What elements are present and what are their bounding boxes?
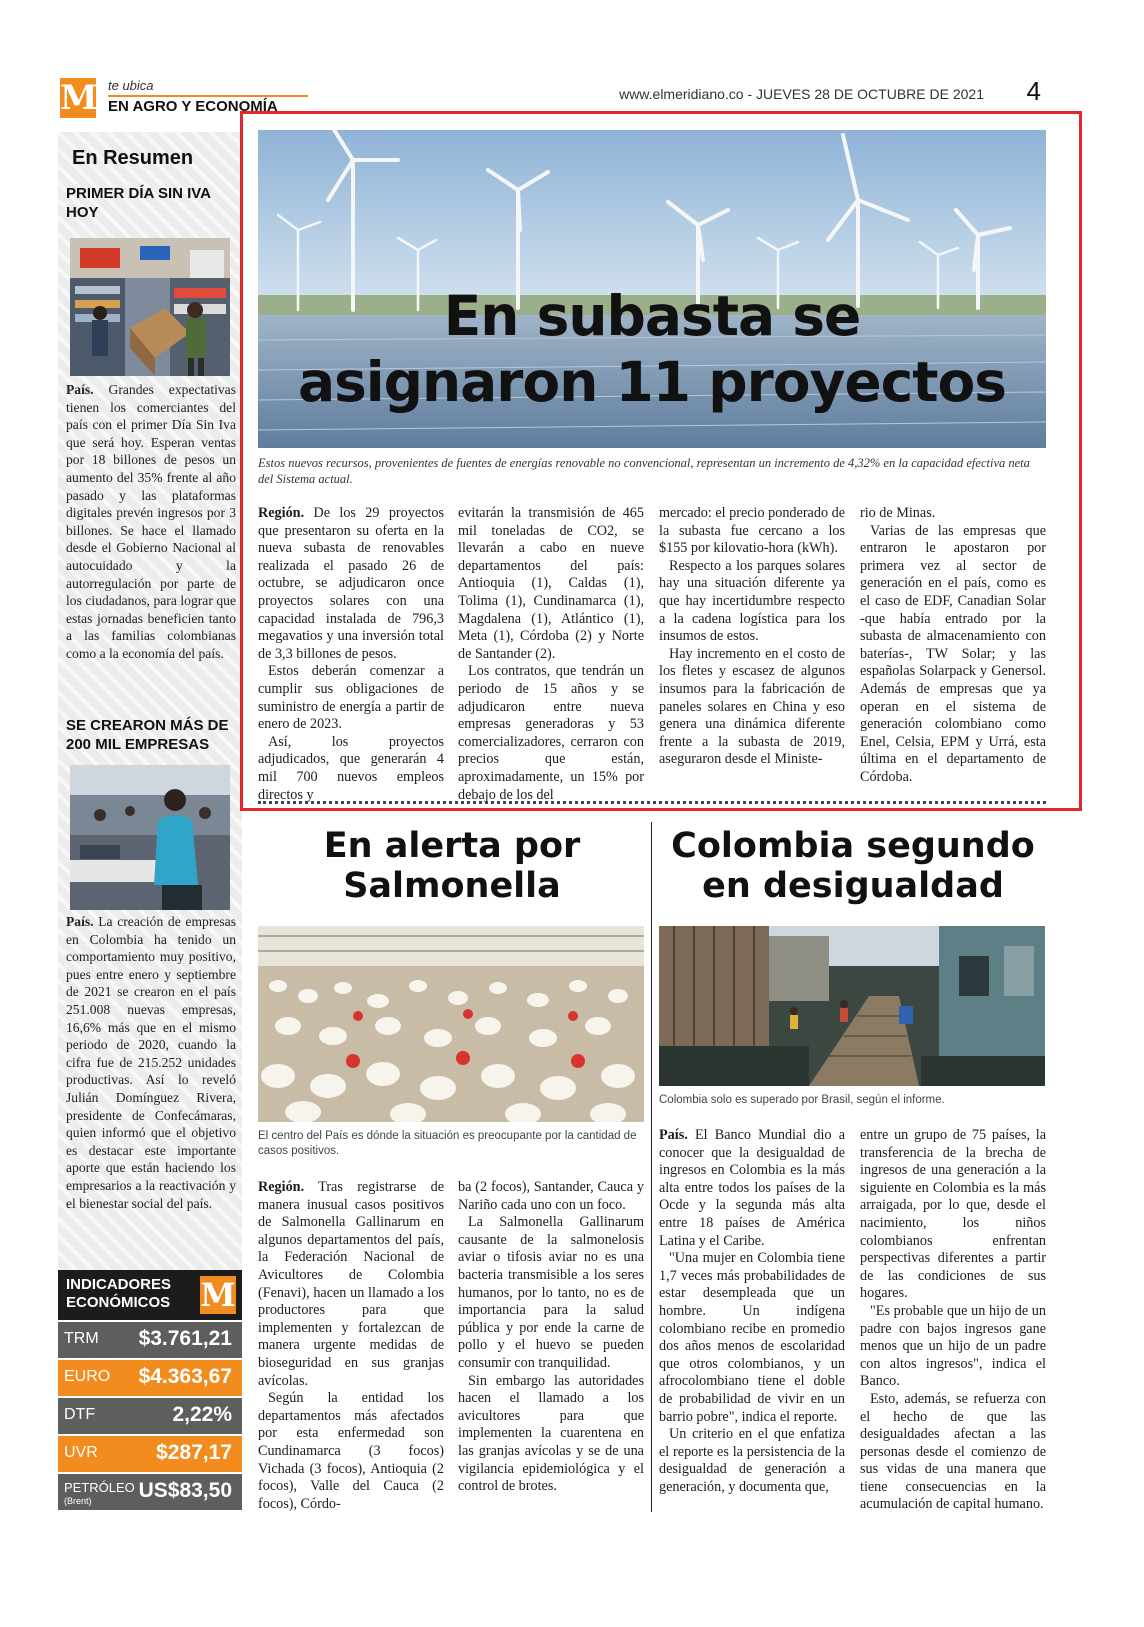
sidebar-item2-lead: País. (66, 914, 94, 929)
indicator-value: $287,17 (156, 1441, 232, 1464)
feature-column-1 (258, 505, 444, 804)
salmonella-col1-p1: Tras registrarse de manera inusual casos positivos de Salmonella Gallinarum en algunos departamentos del país, la Federación Nacional de Avicultores de Colombia (Fenavi), hacen un llamado a los productores para que implementen y fortalezcan de manera urgente medidas de bioseguridad en sus granjas avícolas. (258, 1179, 444, 1389)
inequality-col2-p3: Esto, además, se refuerza con el hecho de que las desigualdades afectan a las personas desde el comienzo de sus vidas de una manera que tiene consecuencias en la acumulación de capital humano. (860, 1390, 1046, 1513)
feature-col2-p1: evitarán la transmisión de 465 mil toneladas de CO2, se llevarán a cabo en nueve departamentos del país: Antioquia (1), Caldas (1), Tolima (1), Cundinamarca (1), Magdalena (1), Atlántico (1), Meta (1), Córdoba (2) y Norte de Santander (2). (458, 505, 644, 662)
indicators-title (66, 1276, 171, 1312)
inequality-col1-p1: El Banco Mundial dio a conocer que la desigualdad de ingresos en Colombia es la más alta entre todos los países de la Ocde y la segunda más alta entre 18 países de América Latina y el Caribe. (659, 1127, 845, 1249)
salmonella-lead: Región. (258, 1179, 305, 1195)
indicator-row-trm (58, 1322, 242, 1358)
site-and-date[interactable]: www.elmeridiano.co - JUEVES 28 DE OCTUBRE DE 2021 (619, 86, 984, 102)
feature-headline (258, 283, 1046, 415)
inequality-headline-line1: Colombia segundo (671, 826, 1035, 866)
salmonella-caption: El centro del País es dónde la situación es preocupante por la cantidad de casos positivos. (258, 1130, 637, 1157)
stilt-houses-photo (659, 926, 1045, 1086)
feature-col4-p2: Varias de las empresas que entraron le apostaron por primera vez al sector de generación en el país, como es el caso de EDF, Canadian Solar -que había entrado por la subasta de almacenamiento con baterías-, TW Solar; y las españolas Solarpack y Genersol. Además de empresas que ya operan en el sistema de generación colombiano como Enel, Celsia, EPM y Urrá, esta última en el departamento de Córdoba. (860, 522, 1046, 785)
salmonella-headline-line1: En alerta por (323, 826, 581, 866)
sidebar-title: En Resumen (72, 147, 194, 169)
indicators-title-line2: ECONÓMICOS (66, 1294, 171, 1311)
indicator-value: US$83,50 (138, 1479, 232, 1502)
inequality-column-1 (659, 1127, 845, 1496)
indicator-sublabel: (Brent) (64, 1496, 92, 1506)
poultry-farm-photo (258, 926, 644, 1122)
indicators-header (58, 1270, 242, 1320)
feature-col1-p2: Estos deberán comenzar a cumplir sus obligaciones de suministro de energía a partir de enero de 2023. (258, 663, 444, 733)
inequality-headline (659, 826, 1047, 906)
inequality-col2-p2: "Es probable que un hijo de un padre con bajos ingresos gane menos que un hijo de un padre con altos ingresos", indica el Banco. (860, 1302, 1046, 1390)
inequality-headline-line2: en desigualdad (702, 866, 1004, 906)
inequality-lead: País. (659, 1127, 688, 1143)
newspaper-logo[interactable]: M (60, 78, 98, 118)
inequality-col1-p2: "Una mujer en Colombia tiene 1,7 veces más probabilidades de estar desempleada que un hombre. Un indígena colombiano recibe en promedio dos años menos de escolaridad que otros colombianos, y un afrocolombiano tiene el doble de probabilidad de vivir en un barrio pobre", indica el reporte. (659, 1250, 845, 1425)
salmonella-col2-p3: Sin embargo las autoridades hacen el llamado a los avicultores para que implementen la cuarentena en las granjas avícolas y se de una vigilancia epidemiológica y el control de brotes. (458, 1372, 644, 1495)
indicator-value: 2,22% (172, 1403, 232, 1426)
section-kicker: te ubica (108, 78, 154, 93)
inequality-col2-p1: entre un grupo de 75 países, la transferencia de la brecha de ingresos de una generación a la siguiente en Colombia es la más arraigada, por lo que, desde el nacimiento, los niños colombianos enfrentan perspectivas diferentes a partir de las condiciones de sus hogares. (860, 1127, 1046, 1302)
feature-col1-p3: Así, los proyectos adjudicados, que generarán 4 mil 700 nuevos empleos directos y (258, 733, 444, 803)
feature-divider (258, 801, 1046, 804)
salmonella-col2-p2: La Salmonella Gallinarum causante de la salmonelosis aviar o tifosis aviar no es una bacteria transmisible a los seres humanos, por lo tanto, no es de importancia para la salud pública y por ende la carne de pollo y el huevo se pueden consumir con tranquilidad. (458, 1214, 644, 1371)
feature-caption: Estos nuevos recursos, provenientes de fuentes de energías renovable no convencional, representan un incremento de 4,32% en la capacidad efectiva neta del Sistema actual. (258, 456, 1030, 486)
section-rule (108, 95, 308, 97)
textile-photo-illustration (70, 765, 230, 910)
indicator-row-petroleo (58, 1474, 242, 1510)
salmonella-col2-p1: ba (2 focos), Santander, Cauca y Nariño cada uno con un foco. (458, 1179, 644, 1213)
indicator-label: UVR (64, 1444, 98, 1461)
indicator-row-dtf (58, 1398, 242, 1434)
store-shoppers-photo (70, 238, 230, 376)
salmonella-column-1 (258, 1179, 444, 1513)
indicator-label: PETRÓLEO (64, 1480, 135, 1495)
inequality-caption: Colombia solo es superado por Brasil, según el informe. (659, 1094, 945, 1106)
sidebar-item1-text: Grandes expectativas tienen los comerciantes del país con el primer Día Sin Iva que será hoy. Esperan ventas por 18 billones de pesos un aumento del 35% frente al año pasado y las plataformas digitales prevén ingresos por 3 billones. Se hace el llamado desde el Gobierno Nacional al autocuidado y la autorregulación por parte de los ciudadanos, para lograr que estas jornadas beneficien tanto a las familias colombianas como a la economía del país. (66, 382, 236, 661)
inequality-column-2 (860, 1127, 1046, 1514)
salmonella-col1-p2: Según la entidad los departamentos más afectados por esta enfermedad son Cundinamarca (3 focos) Vichada (3 focos), Antioquia (2 focos), Valle del Cauca (2 focos), Córdo- (258, 1390, 444, 1512)
feature-col3-p3: Hay incremento en el costo de los fletes y escasez de algunos insumos para la fabricación de paneles solares en China y eso genera una dinámica diferente frente a la subasta de 2019, aseguraron desde el Ministe- (659, 645, 845, 768)
page-number: 4 (1026, 76, 1041, 106)
feature-col1-p1: De los 29 proyectos que presentaron su oferta en la nueva subasta de renovables realizada el pasado 26 de octubre, se adjudicaron once proyectos solares con una capacidad instalada de 796,3 megavatios y una inversión total de 3,3 billones de pesos. (258, 505, 444, 662)
indicator-value: $3.761,21 (138, 1327, 232, 1350)
feature-column-3 (659, 505, 845, 769)
salmonella-headline (258, 826, 646, 906)
indicator-label: EURO (64, 1368, 111, 1385)
indicators-title-line1: INDICADORES (66, 1276, 172, 1293)
feature-col3-p1: mercado: el precio ponderado de la subasta fue cercano a los $155 por kilovatio-hora (kWh). (659, 505, 845, 557)
sidebar-item2-headline: SE CREARON MÁS DE 200 MIL EMPRESAS (66, 717, 229, 753)
poultry-farm-illustration (258, 926, 644, 1122)
column-divider (651, 822, 652, 1512)
sidebar-item1-lead: País. (66, 382, 94, 397)
textile-workers-photo (70, 765, 230, 910)
salmonella-column-2 (458, 1179, 644, 1496)
indicator-label: DTF (64, 1406, 96, 1423)
salmonella-headline-line2: Salmonella (343, 866, 561, 906)
sidebar-item1-body (66, 381, 236, 663)
feature-column-4 (860, 505, 1046, 787)
indicator-value: $4.363,67 (138, 1365, 232, 1388)
sidebar-item2-body (66, 913, 236, 1212)
indicators-logo: M (200, 1276, 236, 1314)
section-title: EN AGRO Y ECONOMÍA (108, 98, 278, 115)
economic-indicators (58, 1270, 242, 1510)
stilt-houses-illustration (659, 926, 1045, 1086)
indicator-label: TRM (64, 1330, 99, 1347)
feature-headline-line1: En subasta se (443, 284, 861, 348)
indicator-row-uvr (58, 1436, 242, 1472)
sidebar-item1-headline: PRIMER DÍA SIN IVA HOY (66, 185, 211, 221)
store-photo-illustration (70, 238, 230, 376)
feature-headline-line2: asignaron 11 proyectos (297, 350, 1007, 414)
indicator-row-euro (58, 1360, 242, 1396)
feature-column-2 (458, 505, 644, 804)
feature-col3-p2: Respecto a los parques solares hay una situación diferente ya que hay incertidumbre respecto a la cadena logística para los insumos de estos. (659, 557, 845, 645)
feature-col2-p2: Los contratos, que tendrán un periodo de 15 años y se adjudicaron entre nueva empresas generadoras y 53 comercializadores, cerraron con precios que están, aproximadamente, un 15% por debajo de los del (458, 663, 644, 803)
sidebar-item2-text: La creación de empresas en Colombia ha tenido un comportamiento muy positivo, pues entre enero y septiembre de 2021 se crearon en el país 251.008 nuevas empresas, 16,6% más que en el mismo periodo de 2020, cuando la cifra fue de 215.252 unidades productivas. Así lo reveló Julián Domínguez Rivera, presidente de Confecámaras, quien informó que el objetivo es destacar este importante aporte que están haciendo los empresarios a la reactivación y el bienestar social del país. (66, 914, 236, 1211)
feature-col4-p1: rio de Minas. (860, 505, 936, 521)
feature-lead: Región. (258, 505, 305, 521)
inequality-col1-p3: Un criterio en el que enfatiza el reporte es la persistencia de la desigualdad de generación a generación, y documenta que, (659, 1426, 845, 1495)
